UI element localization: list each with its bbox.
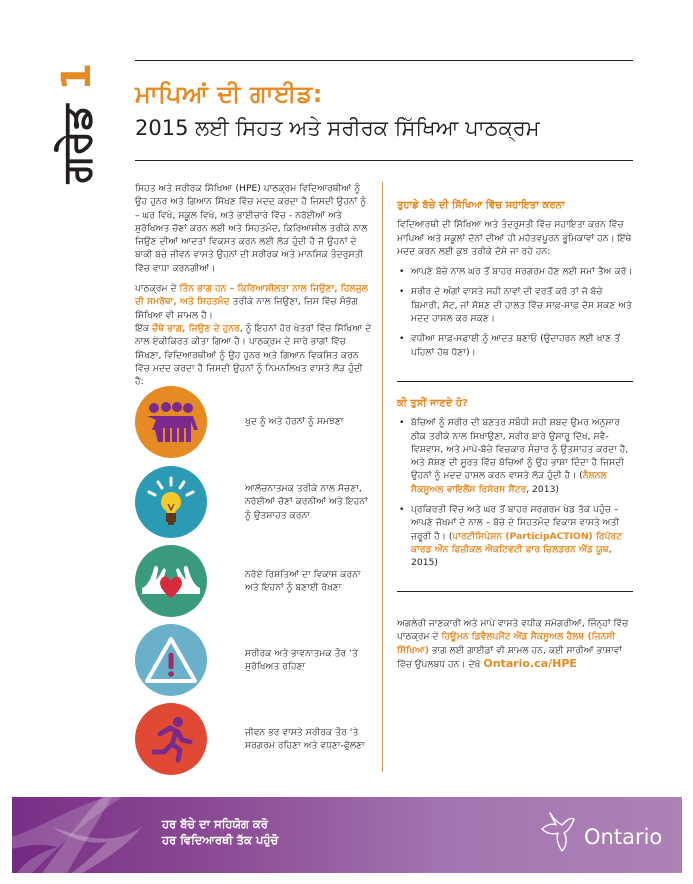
living-skills-highlight: ਚੌਥੇ ਭਾਗ, ਜਿਉਣ ਦੇ ਹੁਨਰ (152, 322, 240, 334)
ontario-hpe-link[interactable]: Ontario.ca/HPE (483, 656, 577, 670)
living-skills-text-c: , ਨੂੰ ਇਹਨਾਂ ਹੋਰ ਖੇਤਰਾਂ ਵਿੱਚ ਸਿੱਖਿਆ ਦੇ ਨਾਲ ਏਕੀਕਿਰਤ ਕੀਤਾ ਗਿਆ ਹੈ। ਪਾਠਕ੍ਰਮ ਦੇ ਸਾਰੇ ਭਾਗਾਂ ਵਿੱਚ ਸਿੱਖਣਾ, ਵਿਦਿਆਰਥੀਆਂ ਨੂੰ ਉਹ ਹੁਨਰ ਅਤੇ ਗਿਆਨ ਵਿਕਸਿਤ ਕਰਨ ਵਿੱਚ ਮਦਦ ਕਰਦਾ ਹੈ ਜਿਸਦੀ ਉਹਨਾਂ ਨੂੰ ਨਿਮਨਲਿਖਤ ਵਾਸਤੇ ਲੋੜ ਹੁੰਦੀ ਹੈ: (135, 322, 372, 388)
skill-text: ਨਰੋਏ ਰਿਸ਼ਤਿਆਂ ਦਾ ਵਿਕਾਸ ਕਰਨਾ ਅਤੇ ਇਹਨਾਂ ਨੂੰ ਬਣਾਈ ਰੱਖਣਾ (245, 568, 361, 593)
more-info-text-a: ਅਗਲੇਰੀ ਜਾਣਕਾਰੀ ਅਤੇ ਮਾਪੇ ਵਾਸਤੇ ਵਧੀਕ ਸਮੱਗਰੀਆਂ, ਜਿੰਨ੍ਹਾਂ ਵਿੱਚ ਪਾਠਕ੍ਰਮ ਦੇ (397, 618, 629, 643)
lightbulb-icon (135, 466, 207, 538)
living-skills-paragraph (135, 322, 373, 388)
support-bullet: • ਸਰੀਰ ਦੇ ਅੰਗਾਂ ਵਾਸਤੇ ਸਹੀ ਨਾਵਾਂ ਦੀ ਵਰਤੋਂ ਕਰੋ ਤਾਂ ਜੋ ਬੱਚੇ ਬਿਮਾਰੀ, ਸੱਟ, ਜਾਂ ਸ਼ੋਸ਼ਣ ਦੀ ਹਾਲਤ ਵਿੱਚ ਸਾਫ਼-ਸਾਫ਼ ਦੱਸ ਸਕਣ ਅਤੇ ਮਦਦ ਹਾਸਲ ਕਰ ਸਕਣ। (411, 285, 633, 325)
strands-paragraph (135, 282, 373, 322)
strands-highlight: ਤਿੰਨ ਭਾਗ ਹਨ – ਕਿਰਿਆਸ਼ੀਲਤਾ ਨਾਲ ਜਿਉਣਾ, ਹਿਲਜੁਲ ਦੀ ਸਮਰੱਥਾ, ਅਤੇ ਸਿਹਤਮੰਦ (135, 283, 368, 308)
section-rule (397, 591, 633, 592)
footer-slogan (162, 816, 278, 848)
warning-triangle-icon (135, 624, 207, 696)
skill-text: ਆਲੋਚਨਾਤਮਕ ਤਰੀਕੇ ਨਾਲ ਸੋਚਣਾ, ਨਰੋਈਆਂ ਚੋਣਾਂ ਕਰਨੀਆਂ ਅਤੇ ਇਹਨਾਂ ਨੂੰ ਉਤਸ਼ਾਹਤ ਕਰਨਾ (245, 483, 368, 521)
support-intro: ਵਿਦਿਆਰਥੀ ਦੀ ਸਿੱਖਿਆ ਅਤੇ ਤੰਦਰੁਸਤੀ ਵਿੱਚ ਸਹਾਇਤਾ ਕਰਨ ਵਿੱਚ ਮਾਪਿਆਂ ਅਤੇ ਸਕੂਲਾਂ ਦੋਨਾਂ ਦੀਆਂ ਹੀ ਮਹੱਤਵਪੂਰਨ ਭੂਮਿਕਾਵਾਂ ਹਨ। ਇੱਥੇ ਮਦਦ ਕਰਨ ਲਈ ਕੁਝ ਤਰੀਕੇ ਦੱਸੇ ਜਾ ਰਹੇ ਹਨ: (397, 219, 632, 257)
did-you-know-section (397, 397, 633, 577)
fact-year: , 2015) (411, 543, 612, 569)
section-rule (397, 381, 633, 382)
grade-word: ਗਰੇਡ (54, 104, 100, 184)
heart-hands-icon (135, 545, 207, 617)
skill-item (135, 466, 375, 538)
skill-item (135, 624, 375, 696)
support-list (397, 265, 633, 359)
grade-number: 1 (54, 62, 100, 91)
column-divider (382, 182, 383, 772)
ontario-logo-text: Ontario (584, 825, 663, 849)
facts-list (397, 416, 633, 569)
did-you-know-heading: ਕੀ ਤੁਸੀਂ ਜਾਣਦੇ ਹੋ? (397, 398, 468, 409)
skill-item (135, 386, 375, 458)
header-bottom-rule (135, 160, 633, 161)
slogan-line-2: ਹਰ ਵਿਦਿਆਰਥੀ ਤੱਕ ਪਹੁੰਚੋ (162, 833, 279, 847)
grade-label (52, 58, 102, 188)
fact-bullet (411, 503, 633, 569)
fact-source: ਨੈਸ਼ਨਲ ਸੈਕਸੂਅਲ ਵਾਇਲੈਂਸ ਰਿਸੋਰਸ ਸੈਂਟਰ (411, 470, 607, 495)
support-heading: ਤੁਹਾਡੇ ਬੱਚੇ ਦੀ ਸਿੱਖਿਆ ਵਿੱਚ ਸਹਾਇਤਾ ਕਰਨਾ (397, 200, 565, 211)
strands-text-c: ਤਰੀਕੇ ਨਾਲ ਜਿਉਣਾ, ਜਿਸ ਵਿੱਚ ਸੰਭੋਗ ਸਿੱਖਿਆ ਵੀ ਸ਼ਾਮਲ ਹੈ। (135, 296, 358, 321)
trillium-logo-icon (540, 811, 582, 855)
slogan-line-1: ਹਰ ਬੱਚੇ ਦਾ ਸਹਿਯੋਗ ਕਰੋ (162, 817, 268, 831)
page-title: ਮਾਪਿਆਂ ਦੀ ਗਾਈਡ: (135, 80, 323, 108)
more-info-highlight: ਹਿਊਮਨ ਡਿਵੈਲਪਮੈਂਟ ਐਂਡ ਸੈਕਸੂਅਲ ਹੈਲਥ (ਜਿਨਸੀ ਸਿੱਖਿਆ) (397, 631, 616, 656)
skill-item (135, 545, 375, 617)
skill-text: ਜੀਵਨ ਭਰ ਵਾਸਤੇ ਸਰੀਰਕ ਤੌਰ ‘ਤੇ ਸਰਗਰਮ ਰਹਿਣਾ ਅਤੇ ਵਧਣਾ-ਫੁੱਲਣਾ (245, 726, 365, 751)
support-bullet: • ਵਧੀਆ ਸਾਫ਼-ਸਫ਼ਾਈ ਨੂੰ ਆਦਤ ਬਣਾਓ (ਉਦਾਹਰਨ ਲਈ ਖਾਣ ਤੋਂ ਪਹਿਲਾਂ ਹੱਥ ਧੋਣਾ)। (411, 332, 633, 359)
more-info-section (397, 617, 633, 678)
decorative-swoosh-icon (12, 797, 162, 873)
footer-banner (12, 797, 682, 873)
skill-item (135, 703, 375, 775)
page-subtitle: 2015 ਲਈ ਸਿਹਤ ਅਤੇ ਸਰੀਰਕ ਸਿੱਖਿਆ ਪਾਠਕ੍ਰਮ (135, 116, 540, 140)
support-bullet: • ਆਪਣੇ ਬੱਚੇ ਨਾਲ ਘਰ ਤੋਂ ਬਾਹਰ ਸਰਗਰਮ ਹੋਣ ਲਈ ਸਮਾਂ ਤੈਅ ਕਰੋ। (411, 265, 633, 278)
skill-text: ਖੁਦ ਨੂੰ ਅਤੇ ਹੋਰਨਾਂ ਨੂੰ ਸਮਝਣਾ (245, 416, 344, 428)
intro-paragraph: ਸਿਹਤ ਅਤੇ ਸਰੀਰਕ ਸਿੱਖਿਆ (HPE) ਪਾਠਕ੍ਰਮ ਵਿਦਿਆਰਥੀਆਂ ਨੂੰ ਉਹ ਹੁਨਰ ਅਤੇ ਗਿਆਨ ਸਿੱਖਣ ਵਿੱਚ ਮਦਦ ਕਰਦਾ ਹੈ ਜਿਸਦੀ ਉਹਨਾਂ ਨੂੰ – ਘਰ ਵਿਖੇ, ਸਕੂਲ ਵਿਖੇ, ਅਤੇ ਭਾਈਚਾਰੇ ਵਿੱਚ - ਨਰੋਈਆਂ ਅਤੇ ਸੁਰੱਖਿਅਤ ਚੋਣਾਂ ਕਰਨ ਲਈ ਅਤੇ ਸਿਹਤਮੰਦ, ਕਿਰਿਆਸ਼ੀਲ ਤਰੀਕੇ ਨਾਲ ਜਿਉਣ ਦੀਆਂ ਆਦਤਾਂ ਵਿਕਸਤ ਕਰਨ ਲਈ ਲੋੜ ਹੁੰਦੀ ਹੈ ਜੋ ਉਹਨਾਂ ਦੇ ਬਾਕੀ ਬਚੇ ਜੀਵਨ ਵਾਸਤੇ ਉਹਨਾਂ ਦੀ ਸਰੀਰਕ ਅਤੇ ਮਾਨਸਿਕ ਤੰਦਰੁਸਤੀ ਵਿੱਚ ਵਾਧਾ ਕਰਨਗੀਆਂ। (135, 183, 368, 274)
people-group-icon (135, 386, 207, 458)
fact-year: , 2013) (526, 483, 560, 495)
skill-text: ਸਰੀਰਕ ਅਤੇ ਭਾਵਨਾਤਮਕ ਤੌਰ ‘ਤੇ ਸੁਰੱਖਿਅਤ ਰਹਿਣਾ (245, 647, 358, 672)
left-column (135, 182, 373, 395)
more-info-paragraph (397, 617, 633, 671)
more-info-text-c: ਭਾਗ ਲਈ ਗਾਈਡਾਂ ਵੀ ਸ਼ਾਮਲ ਹਨ, ਕਈ ਸਾਰੀਆਂ ਭਾਸ਼ਾਵਾਂ ਵਿੱਚ ਉਪਲਬਧ ਹਨ। ਦੇਖੋ (397, 644, 623, 670)
living-skills-text-a: ਇੱਕ (135, 322, 153, 334)
fact-bullet (411, 416, 633, 496)
header-top-rule (135, 60, 633, 61)
fact-source: ਪਾਰਟੀਸਿਪੇਸ਼ਨ (ParticipACTION) ਰਿਪੋਰਟ ਕਾਰਡ ਔਨ ਫਿਜ਼ੀਕਲ ਐਕਟਿਵਟੀ ਫਾਰ ਚਿਲਡਰਨ ਐਂਡ ਯੂਥ (411, 530, 623, 555)
strands-text-a: ਪਾਠਕ੍ਰਮ ਦੇ (135, 283, 180, 295)
fact-text: ਪ੍ਰਕਿਰਤੀ ਵਿੱਚ ਅਤੇ ਘਰ ਤੋਂ ਬਾਹਰ ਸਰਗਰਮ ਖੇਡ ਤੱਕ ਪਹੁੰਚ – ਆਪਣੇ ਜੋਖਮਾਂ ਦੇ ਨਾਲ – ਬੱਚੇ ਦੇ ਸਿਹਤਮੰਦ ਵਿਕਾਸ ਵਾਸਤੇ ਅਤੀ ਜ਼ਰੂਰੀ ਹੈ। ( (411, 504, 620, 542)
runner-icon (135, 703, 207, 775)
fact-text: ਬੱਚਿਆਂ ਨੂੰ ਸਰੀਰ ਦੀ ਬਣਤਰ ਸਬੰਧੀ ਸਹੀ ਸ਼ਬਦ ਉਮਰ ਅਨੁਸਾਰ ਠੀਕ ਤਰੀਕੇ ਨਾਲ ਸਿਖਾਉਣਾ, ਸਰੀਰ ਬਾਰੇ ਉਸਾਰੂ ਦਿੱਖ, ਸਵੈ-ਵਿਸ਼ਵਾਸ, ਅਤੇ ਮਾਪੇ-ਬੱਚੇ ਵਿਚਕਾਰ ਸੰਚਾਰ ਨੂੰ ਉਤਸ਼ਾਹਤ ਕਰਦਾ ਹੈ, ਅਤੇ ਸ਼ੋਸ਼ਣ ਦੀ ਸੂਰਤ ਵਿੱਚ ਬੱਚਿਆਂ ਨੂੰ ਉਹ ਭਾਸ਼ਾ ਦਿੰਦਾ ਹੈ ਜਿਸਦੀ ਉਹਨਾਂ ਨੂੰ ਮਦਦ ਹਾਸਲ ਕਰਨ ਵਾਸਤੇ ਲੋੜ ਹੁੰਦੀ ਹੈ। ( (411, 417, 629, 482)
support-section (397, 199, 633, 366)
